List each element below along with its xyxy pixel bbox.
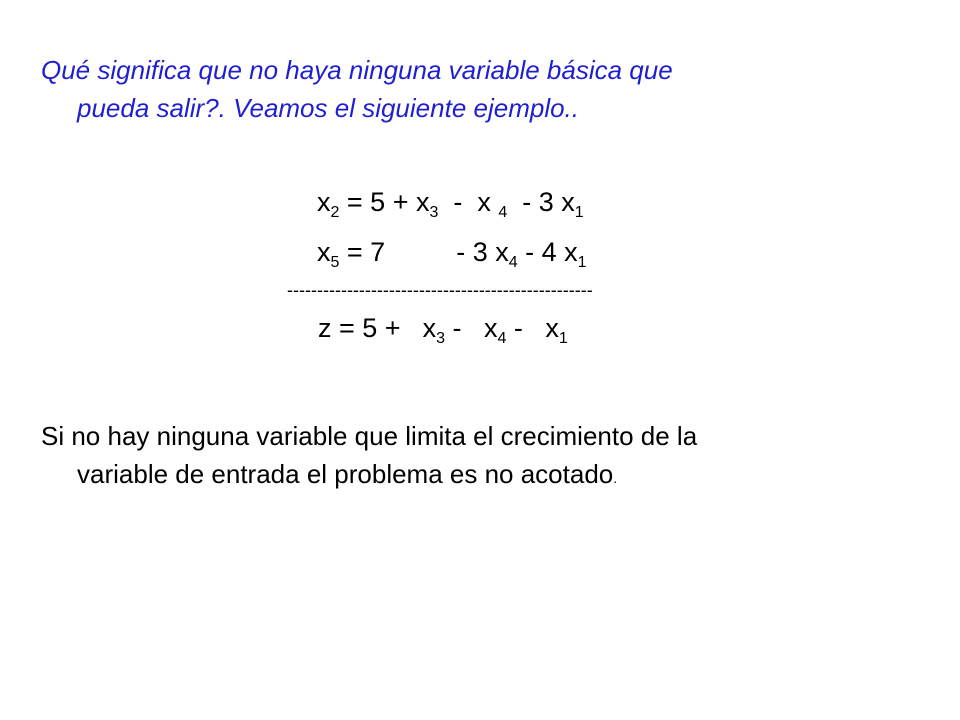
- eq3-t3: - x: [506, 313, 559, 343]
- conclusion-line-2: variable de entrada el problema es no acotado: [77, 459, 614, 489]
- eq2-t3-sub: 1: [577, 254, 587, 271]
- eq2-t2: - 3 x: [456, 237, 509, 267]
- eq1-t2: - x: [438, 187, 499, 217]
- equation-x5: [317, 236, 587, 271]
- intro-line-1: Qué significa que no haya ninguna variable básica que: [41, 55, 673, 85]
- eq1-lhs: x: [317, 187, 331, 217]
- eq2-t3: - 4 x: [517, 237, 578, 267]
- eq1-eq: = 5 + x: [339, 187, 430, 217]
- intro-question: [41, 51, 921, 127]
- eq1-t2-sub: 4: [498, 204, 508, 221]
- equation-objective-z: [318, 312, 568, 347]
- conclusion-text: [41, 417, 921, 497]
- eq3-lhs: z = 5 +: [318, 313, 401, 343]
- separator-dashed-line: ---------------------------------------------------: [287, 280, 593, 300]
- eq3-t2: - x: [444, 313, 498, 343]
- eq3-t3-sub: 1: [558, 330, 568, 347]
- intro-line-2: pueda salir?. Veamos el siguiente ejemplo..: [77, 93, 579, 123]
- conclusion-line-1: Si no hay ninguna variable que limita el crecimiento de la: [41, 421, 698, 451]
- eq1-t1-sub: 3: [429, 204, 439, 221]
- eq3-t2-sub: 4: [497, 330, 507, 347]
- eq3-t1: x: [422, 313, 437, 343]
- conclusion-line-2-wrap: [41, 455, 921, 497]
- eq2-lhs-sub: 5: [330, 254, 340, 271]
- conclusion-end-mark: .: [613, 470, 618, 486]
- eq2-t2-sub: 4: [508, 254, 518, 271]
- equation-x2: [317, 186, 584, 221]
- eq1-lhs-sub: 2: [330, 204, 340, 221]
- eq2-lhs: x: [317, 237, 331, 267]
- eq1-t3-sub: 1: [574, 204, 584, 221]
- eq1-t3: - 3 x: [507, 187, 575, 217]
- eq3-t1-sub: 3: [436, 330, 445, 347]
- eq2-eq: = 7: [339, 237, 386, 267]
